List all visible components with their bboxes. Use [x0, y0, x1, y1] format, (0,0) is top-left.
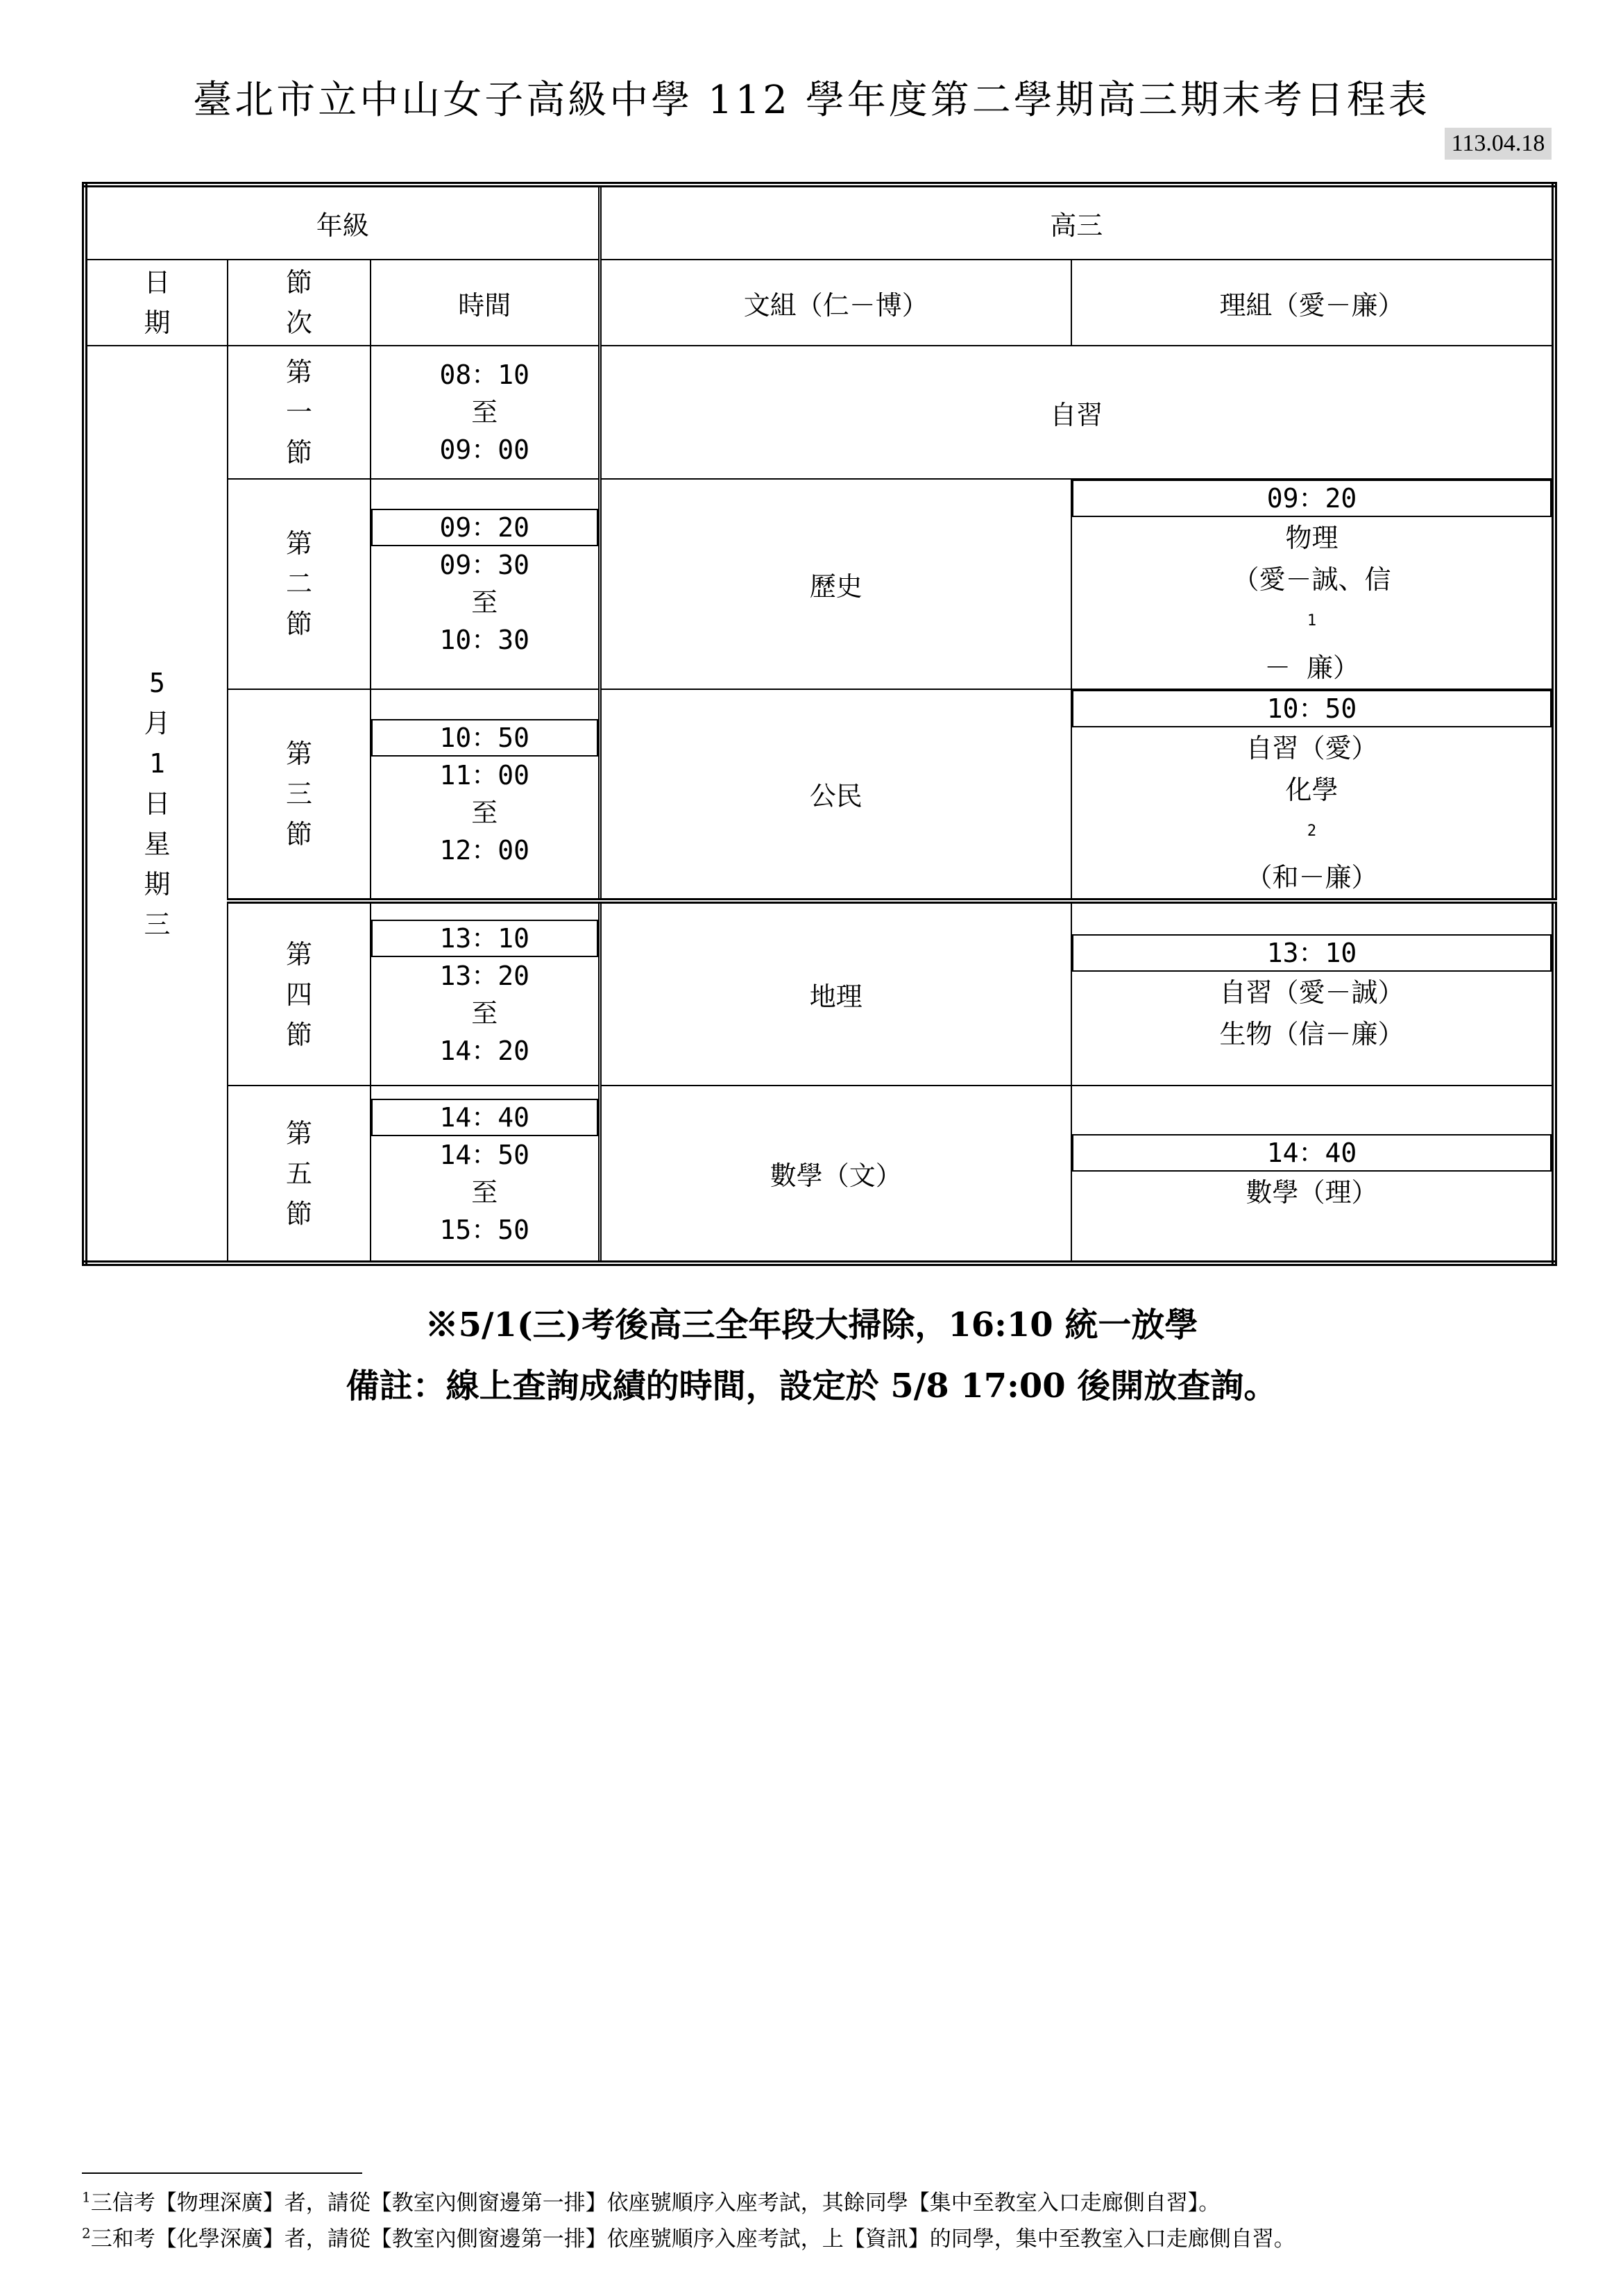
- footnote-mark: 1: [1307, 612, 1317, 630]
- column-header-row: [85, 260, 1554, 346]
- date-stamp: 113.04.18: [1445, 128, 1552, 160]
- table-row: [85, 479, 1554, 689]
- footnote-1: $^1$三信考【物理深廣】者，請從【教室內側窗邊第一排】依座號順序入座考試，其餘同學【集中至教室入口走廊側自習】。: [82, 2188, 1221, 2215]
- col-header-time: 時間: [371, 260, 600, 346]
- page-title: 臺北市立中山女子高級中學 112 學年度第二學期高三期末考日程表: [193, 78, 1430, 123]
- time-cell: 14：40 14：50 至 15：50: [371, 1086, 600, 1263]
- boxed-time: 09：20: [371, 509, 598, 546]
- arts-subject: 歷史: [600, 479, 1071, 689]
- period-cell: 第 二 節: [228, 479, 371, 689]
- boxed-time: 10：50: [1072, 690, 1552, 727]
- col-header-science: 理組（愛－廉）: [1071, 260, 1554, 346]
- table-row: [85, 346, 1554, 479]
- science-subject: 10：50 自習（愛） 化學 $^2$ （和－廉）: [1071, 689, 1554, 902]
- col-header-arts: 文組（仁－博）: [600, 260, 1071, 346]
- time-cell: 10：50 11：00 至 12：00: [371, 689, 600, 902]
- arts-subject: 地理: [600, 901, 1071, 1086]
- date-cell: 5 月 1 日 星 期 三: [85, 346, 228, 1263]
- period-cell: 第 一 節: [228, 346, 371, 479]
- period-cell: 第 五 節: [228, 1086, 371, 1263]
- science-subject: 13：10 自習（愛－誠） 生物（信－廉）: [1071, 901, 1554, 1086]
- time-cell: 13：10 13：20 至 14：20: [371, 901, 600, 1086]
- cleanup-notice: ※5/1(三)考後高三全年段大掃除，16:10 統一放學: [425, 1306, 1198, 1344]
- period-cell: 第 三 節: [228, 689, 371, 902]
- period-cell: 第 四 節: [228, 901, 371, 1086]
- boxed-time: 10：50: [371, 719, 598, 757]
- arts-subject: 數學（文）: [600, 1086, 1071, 1263]
- grade-value: 高三: [600, 185, 1554, 260]
- footnote-mark: 2: [1307, 822, 1317, 840]
- time-cell: 08：10 至 09：00: [371, 346, 600, 479]
- exam-schedule-table: [82, 182, 1557, 1266]
- table-row: [85, 1086, 1554, 1263]
- footnote-2: $^2$三和考【化學深廣】者，請從【教室內側窗邊第一排】依座號順序入座考試，上【資訊】的同學，集中至教室入口走廊側自習。: [82, 2225, 1295, 2252]
- boxed-time: 13：10: [1072, 934, 1552, 972]
- science-subject: 14：40 數學（理）: [1071, 1086, 1554, 1263]
- col-header-date: 日 期: [85, 260, 228, 346]
- grade-query-note: 備註：線上查詢成績的時間，設定於 5/8 17:00 後開放查詢。: [346, 1367, 1277, 1406]
- col-header-period: 節 次: [228, 260, 371, 346]
- table-row: [85, 901, 1554, 1086]
- footnote-divider: [82, 2172, 362, 2174]
- grade-header-row: [85, 185, 1554, 260]
- arts-subject: 公民: [600, 689, 1071, 902]
- time-cell: 09：20 09：30 至 10：30: [371, 479, 600, 689]
- science-subject: 09：20 物理 （愛－誠、信 $^1$ － 廉）: [1071, 479, 1554, 689]
- boxed-time: 09：20: [1072, 480, 1552, 517]
- boxed-time: 14：40: [371, 1099, 598, 1136]
- boxed-time: 14：40: [1072, 1134, 1552, 1172]
- boxed-time: 13：10: [371, 920, 598, 957]
- subject-self-study: 自習: [600, 346, 1554, 479]
- grade-label: 年級: [85, 185, 600, 260]
- table-row: [85, 689, 1554, 902]
